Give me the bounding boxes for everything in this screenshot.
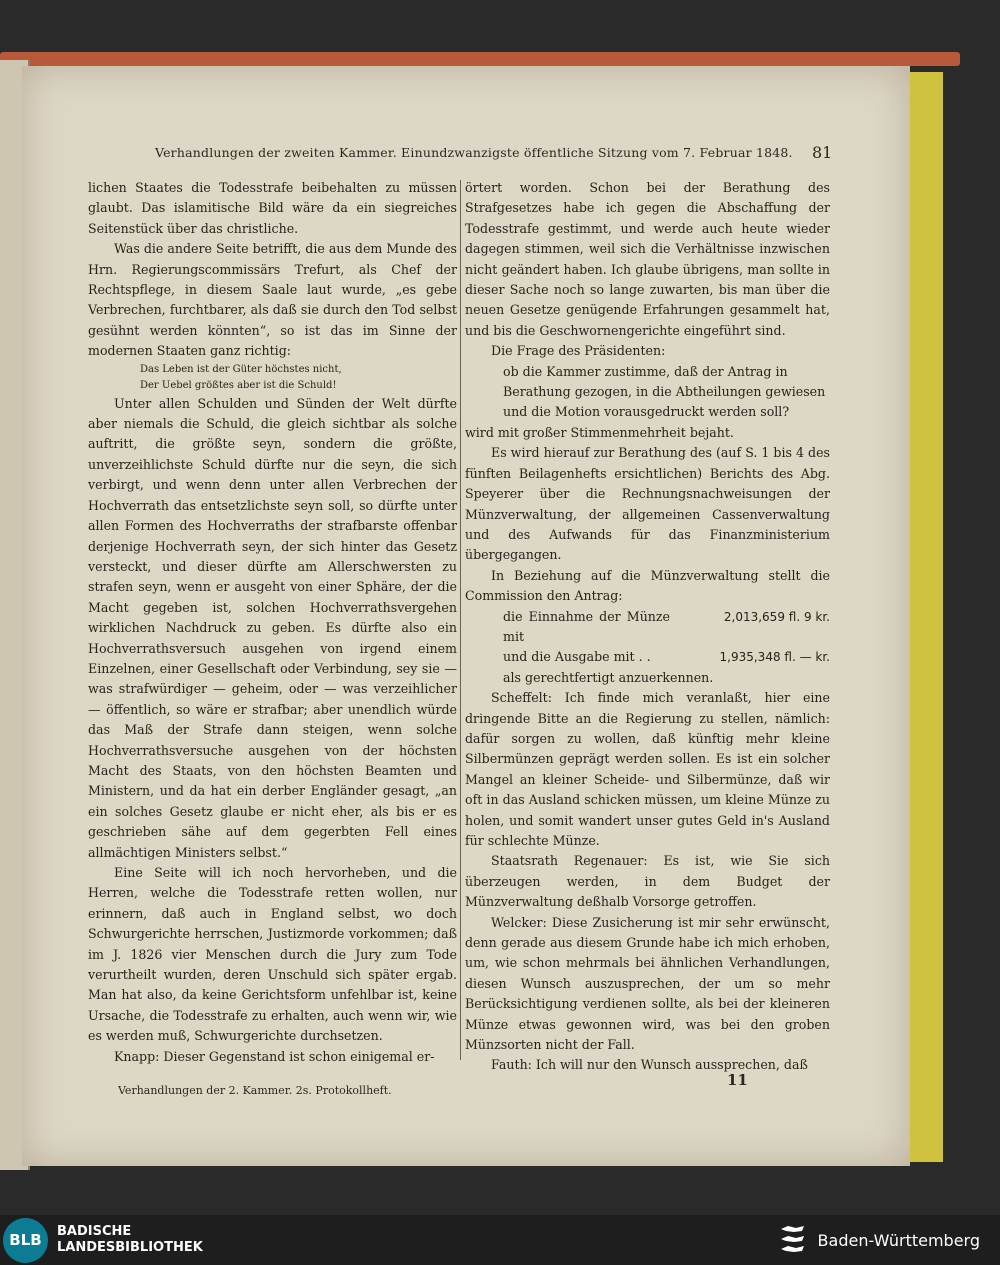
paragraph: Fauth: Ich will nur den Wunsch aussprechen, daß (491, 1057, 808, 1073)
income-label: die Einnahme der Münze mit (503, 608, 670, 644)
paragraph: Was die andere Seite betrifft, die aus dem Munde des Hrn. Regierungscommissärs Trefurt, als Chef der Rechtspflege, in diesem Saale laut wurde, „es gebe Verbrechen, furchtbarer, als daß sie durch den Tod selbst gesühnt werden könnten“, so ist das im Sinne der modernen Staaten ganz richtig: (88, 241, 457, 359)
running-title: Verhandlungen der zweiten Kammer. Einundzwanzigste öffentliche Sitzung vom 7. Februar 1848. (155, 145, 793, 160)
paragraph: Welcker: Diese Zusicherung ist mir sehr erwünscht, denn gerade aus diesem Grunde habe ich mich erhoben, um, wie schon mehrmals bei ähnlichen Verhandlungen, diesen Wunsch auszusprechen, der um so mehr Berücksichtigung verdienen sollte, als bei der kleineren Münze etwas gewonnen wird, was bei den groben Münzsorten nicht der Fall. (465, 914, 830, 1053)
page-number: 81 (812, 143, 833, 162)
paragraph: Scheffelt: Ich finde mich veranlaßt, hier eine dringende Bitte an die Regierung zu stellen, nämlich: dafür sorgen zu wollen, daß künftig mehr kleine Silbermünzen geprägt werden sollen. Es ist ein solcher Mangel an kleiner Scheide- und Silbermünze, daß wir oft in das Ausland schicken müssen, um kleine Münze zu holen, und somit wandert unser gutes Geld in's Ausland für schlechte Münze. (465, 690, 830, 848)
paragraph: lichen Staates die Todesstrafe beibehalten zu müssen glaubt. Das islamitische Bild wäre da ein siegreiches Seitenstück über das christliche. (88, 180, 457, 236)
paragraph: Staatsrath Regenauer: Es ist, wie Sie sich überzeugen werden, in dem Budget der Münzverwaltung deßhalb Vorsorge getroffen. (465, 853, 830, 910)
paragraph: Unter allen Schulden und Sünden der Welt dürfte aber niemals die Schuld, die gleich sichtbar als solche auftritt, die größte seyn, sondern die größte, unverzeihlichste Schuld dürfte nur die seyn, die sich verbirgt, und wenn denn unter allen Verbrechen der Hochverrath das entsetzlichste seyn soll, so dürfte unter allen Formen des Hochverraths der strafbarste offenbar derjenige Hochverrath seyn, der sich hinter das Gesetz versteckt, und dieser dürfte am Allerschwersten zu strafen seyn, wenn er ausgeht von einer Sphäre, der die Macht gegeben ist, solchen Hochverrathsvergehen wirklichen Nachdruck zu geben. Es dürfte also ein Hochverrathsversuch ausgehen von irgend einem Einzelnen, einer Gesellschaft oder Verbindung, sey sie — was strafwürdiger — geheim, oder — was verzeihlicher — öffentlich, so wäre er strafbar; aber unendlich würde das Maß der Strafe dann steigen, wenn solche Hochverrathsversuche ausgehen von der höchsten Macht des Staats, von den höchsten Beamten und Ministern, und da hat ein derber Engländer gesagt, „an ein solches Gesetz glaube er nicht eher, als bis er es geschrieben sähe auf dem gegerbten Fell eines allmächtigen Ministers selbst.“ (88, 395, 457, 860)
paragraph: örtert worden. Schon bei der Berathung des Strafgesetzes habe ich gegen die Abschaffung der Todesstrafe gestimmt, und werde auch heute wieder dagegen stimmen, weil sich die Verhältnisse inzwischen nicht geändert haben. Ich glaube übrigens, man sollte in dieser Sache noch so lange zuwarten, bis man über die neuen Gesetze genügende Erfahrungen gesammelt hat, und bis die Geschwornengerichte eingeführt sind. (465, 180, 830, 338)
state-name: Baden-Württemberg (817, 1230, 980, 1250)
paragraph: Knapp: Dieser Gegenstand ist schon einigemal er- (114, 1048, 435, 1064)
footer-text: Verhandlungen der 2. Kammer. 2s. Protokollheft. (118, 1084, 392, 1097)
sheet-signature: 11 (727, 1071, 748, 1089)
paragraph: Eine Seite will ich noch hervorheben, und die Herren, welche die Todesstrafe retten wollen, nur erinnern, daß auch in England selbst, wo doch Schwurgerichte herrschen, Justizmorde vorkommen; daß im J. 1826 vier Menschen durch die Jury zum Tode verurtheilt wurden, deren Unschuld sich später ergab. Man hat also, da keine Gerichtsform unfehlbar ist, keine Ursache, die Todesstrafe zu erhalten, auch wenn wir, wie es werden muß, Schwurgerichte durchsetzen. (88, 865, 457, 1044)
paragraph: Es wird hierauf zur Berathung des (auf S. 1 bis 4 des fünften Beilagenhefts ersichtlichen) Berichts des Abg. Speyerer über die Rechnungsnachweisungen der Münzverwaltung, der allgemeinen Cassenverwaltung und des Aufwands für das Finanzministerium übergegangen. (465, 445, 830, 563)
library-name-line1: BADISCHE (57, 1224, 132, 1239)
library-name (57, 1224, 203, 1256)
paragraph: als gerechtfertigt anzuerkennen. (503, 669, 714, 685)
paragraph: Die Frage des Präsidenten: (491, 343, 666, 359)
library-name-line2: LANDESBIBLIOTHEK (57, 1240, 203, 1255)
page-stack-edge (905, 72, 943, 1162)
income-amount: 2,013,659 fl. 9 kr. (723, 609, 830, 624)
verse-line: Der Uebel größtes aber ist die Schuld! (140, 379, 337, 391)
expense-amount: 1,935,348 fl. — kr. (719, 650, 830, 665)
expense-row (465, 647, 830, 667)
book-cover-edge (0, 52, 960, 66)
paragraph: In Beziehung auf die Münzverwaltung stellt die Commission den Antrag: (465, 567, 830, 604)
state-branding[interactable] (778, 1223, 980, 1257)
left-column (88, 178, 457, 1067)
income-row (465, 607, 830, 648)
blb-logo[interactable]: BLB (3, 1218, 48, 1263)
paragraph: wird mit großer Stimmenmehrheit bejaht. (465, 424, 734, 440)
three-lions-icon (778, 1223, 808, 1257)
column-divider (460, 180, 461, 1060)
verse-line: Das Leben ist der Güter höchstes nicht, (140, 363, 342, 375)
question-text: ob die Kammer zustimme, daß der Antrag in Berathung gezogen, in die Abtheilungen gewiesen und die Motion vorausgedruckt werden soll? (503, 363, 826, 420)
right-column (465, 178, 830, 1076)
branding-bar (0, 1215, 1000, 1265)
expense-label: und die Ausgabe mit . . (503, 649, 651, 665)
